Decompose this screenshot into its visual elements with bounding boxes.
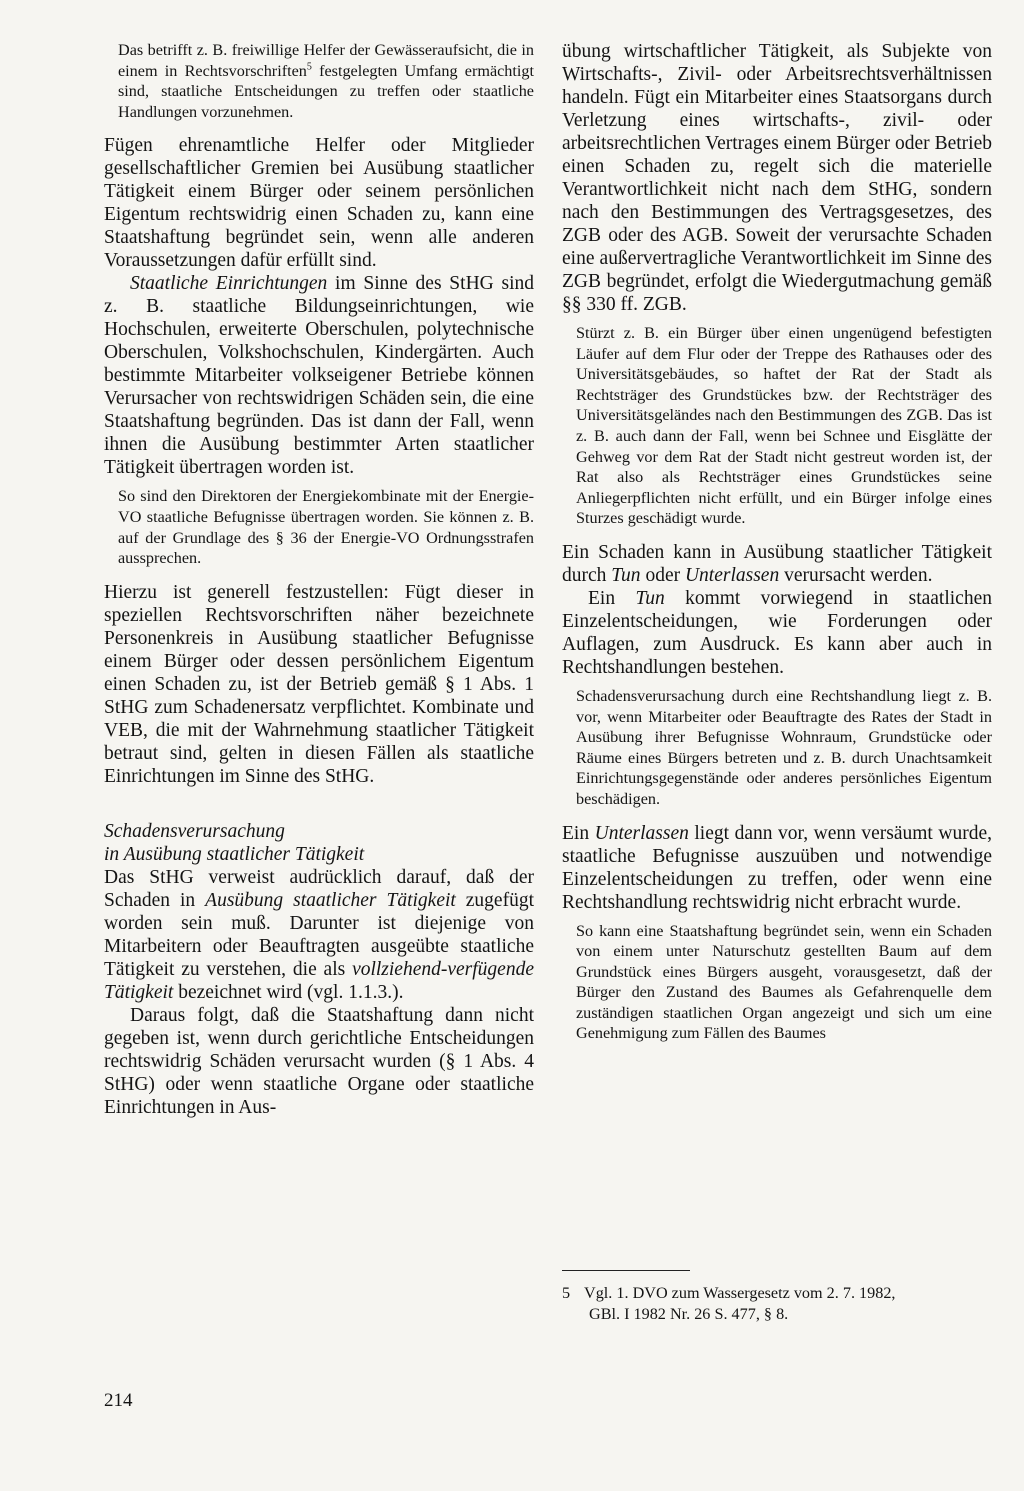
body-paragraph bbox=[104, 866, 534, 1004]
text-run: verursacht werden. bbox=[779, 564, 933, 586]
body-paragraph: Hierzu ist generell festzustellen: Fügt dieser in speziellen Rechtsvorschriften näher bezeichnete Personenkreis in Ausübung staatlicher Befugnisse einem Bürger oder dessen persönlichem Eigentum einen Schaden zu, ist der Betrieb gemäß § 1 Abs. 1 StHG zum Schadenersatz verpflichtet. Kombinate und VEB, die mit der Wahrnehmung staatlicher Tätigkeit betraut sind, gelten in diesen Fällen als staatliche Einrichtungen im Sinne des StHG. bbox=[104, 581, 534, 787]
text-run: zugefügt worden sein muß. Darunter ist diejenige von Mitarbeitern oder Beauftragten ausgeübte staatliche Tätigkeit zu verstehen, die als bbox=[104, 889, 534, 980]
footnote-line bbox=[562, 1283, 992, 1304]
footnote-divider bbox=[562, 1270, 690, 1271]
body-paragraph bbox=[104, 272, 534, 479]
left-column bbox=[104, 40, 534, 1119]
example-paragraph bbox=[104, 40, 534, 122]
text-run: liegt dann vor, wenn versäumt wurde, staatliche Befugnisse auszuüben und notwendige Einzelentscheidungen zu treffen, oder wenn eine Rechtshandlung rechtswidrig nicht erbracht wurde. bbox=[562, 822, 992, 913]
page-number: 214 bbox=[104, 1390, 133, 1411]
section-heading bbox=[104, 820, 534, 866]
text-run: Das betrifft z. B. freiwillige Helfer der Gewässeraufsicht, die in einem in Rechtsvorschriften bbox=[118, 41, 534, 80]
body-paragraph: Daraus folgt, daß die Staatshaftung dann nicht gegeben ist, wenn durch gerichtliche Entscheidungen rechtswidrig Schäden verursacht wurden (§ 1 Abs. 4 StHG) oder wenn staatliche Organe oder staatliche Einrichtungen in Aus- bbox=[104, 1004, 534, 1118]
text-run: Ein Schaden kann in Ausübung staatlicher Tätigkeit durch bbox=[562, 541, 992, 586]
heading-line: Schadensverursachung bbox=[104, 820, 285, 842]
footnote-number: 5 bbox=[562, 1284, 571, 1302]
example-paragraph: Stürzt z. B. ein Bürger über einen ungenügend befestigten Läufer auf dem Flur oder der Treppe des Rathauses oder des Universitätsgebäudes, so haftet der Rat der Stadt als Rechtsträger des Grundstückes bzw. der Rechtsträger des Universitätsgeländes nach den Bestimmungen des ZGB. Das ist z. B. auch dann der Fall, wenn bei Schnee und Eisglätte der Gehweg vor dem Rat der Stadt nicht gestreut worden ist, der Rat also als Rechtsträger eines Grundstückes seine Anliegerpflichten nicht erfüllt, und ein Bürger infolge eines Sturzes geschädigt wurde. bbox=[576, 324, 992, 528]
heading-line: in Ausübung staatlicher Tätigkeit bbox=[104, 843, 365, 865]
text-run: bezeichnet wird (vgl. 1.1.3.). bbox=[173, 981, 404, 1003]
example-paragraph: Schadensverursachung durch eine Rechtshandlung liegt z. B. vor, wenn Mitarbeiter oder Beauftragte des Rates der Stadt in Ausübung ihrer Befugnisse Wohnraum, Grundstücke oder Räume eines Bürgers betreten und z. B. durch Unachtsamkeit Einrichtungsgegenstände oder anderes persönliches Eigentum beschädigen. bbox=[576, 686, 992, 808]
emphasis: Unterlassen bbox=[684, 564, 780, 586]
text-run: Das StHG verweist audrücklich darauf, daß der Schaden in bbox=[104, 866, 534, 911]
footnote-text: GBl. I 1982 Nr. 26 S. 477, § 8. bbox=[589, 1304, 789, 1323]
emphasis: Unterlassen bbox=[594, 822, 689, 844]
body-paragraph: Fügen ehrenamtliche Helfer oder Mitglieder gesellschaftlicher Gremien bei Ausübung staatlicher Tätigkeit einem Bürger oder seinem persönlichen Eigentum rechtswidrig einen Schaden zu, kann eine Staatshaftung begründet sein, wenn alle anderen Voraussetzungen dafür erfüllt sind. bbox=[104, 135, 534, 272]
text-run: festgelegten Umfang ermächtigt sind, staatliche Entscheidungen zu treffen oder staatliche Handlungen vorzunehmen. bbox=[118, 61, 534, 121]
emphasis: Ausübung staatlicher Tätigkeit bbox=[205, 889, 456, 911]
emphasis: vollziehend-verfügende Tätigkeit bbox=[104, 958, 534, 1003]
example-paragraph: So sind den Direktoren der Energiekombinate mit der Energie-VO staatliche Befugnisse übertragen worden. Sie können z. B. auf der Grundlage des § 36 der Energie-VO Ordnungsstrafen aussprechen. bbox=[118, 487, 534, 568]
footnote bbox=[562, 1283, 992, 1325]
body-paragraph bbox=[562, 587, 992, 679]
emphasis: Tun bbox=[635, 587, 665, 609]
emphasis: Tun bbox=[611, 564, 641, 586]
footnote-marker: 5 bbox=[306, 61, 312, 73]
text-run: Ein bbox=[562, 822, 595, 844]
text-run: Ein bbox=[588, 587, 636, 609]
body-paragraph bbox=[562, 822, 992, 914]
right-column bbox=[562, 40, 992, 1044]
text-run: oder bbox=[640, 564, 685, 586]
example-paragraph: So kann eine Staatshaftung begründet sein, wenn ein Schaden von einem unter Naturschutz gestellten Baum auf dem Grundstück eines Bürgers ausgeht, vorausgesetzt, daß der Bürger den Zustand des Baumes als Gefahrenquelle dem zuständigen staatlichen Organ angezeigt und sich um eine Genehmigung zum Fällen des Baumes bbox=[576, 921, 992, 1043]
text-run: kommt vorwiegend in staatlichen Einzelentscheidungen, wie Forderungen oder Auflagen, zum Ausdruck. Es kann aber auch in Rechtshandlungen bestehen. bbox=[562, 587, 992, 678]
body-paragraph: übung wirtschaftlicher Tätigkeit, als Subjekte von Wirtschafts-, Zivil- oder Arbeitsrechtsverhältnissen handeln. Fügt ein Mitarbeiter eines Staatsorgans durch Verletzung eines wirtschafts-, zivil- oder arbeitsrechtlichen Vertrages einem Bürger oder Betrieb einen Schaden zu, regelt sich die materielle Verantwortlichkeit nicht nach dem StHG, sondern nach den Bestimmungen des Vertragsgesetzes, des ZGB oder des AGB. Soweit der verursachte Schaden eine außervertragliche Verantwortlichkeit im Sinne des ZGB begründet, erfolgt die Wiedergutmachung gemäß §§ 330 ff. ZGB. bbox=[562, 41, 992, 315]
emphasis: Staatliche Einrichtungen bbox=[130, 273, 328, 295]
footnote-text: Vgl. 1. DVO zum Wassergesetz vom 2. 7. 1982, bbox=[584, 1284, 896, 1302]
text-run: im Sinne des StHG sind z. B. staatliche Bildungseinrichtungen, wie Hochschulen, erweiterte Oberschulen, polytechnische Oberschulen, Volkshochschulen, Kindergärten. Auch bestimmte Mitarbeiter volkseigener Betriebe können Verursacher von rechtswidrigen Schäden sein, die eine Staatshaftung begründen. Das ist dann der Fall, wenn ihnen die Ausübung bestimmter Arten staatlicher Tätigkeit übertragen worden ist. bbox=[104, 273, 534, 479]
body-paragraph bbox=[562, 541, 992, 587]
